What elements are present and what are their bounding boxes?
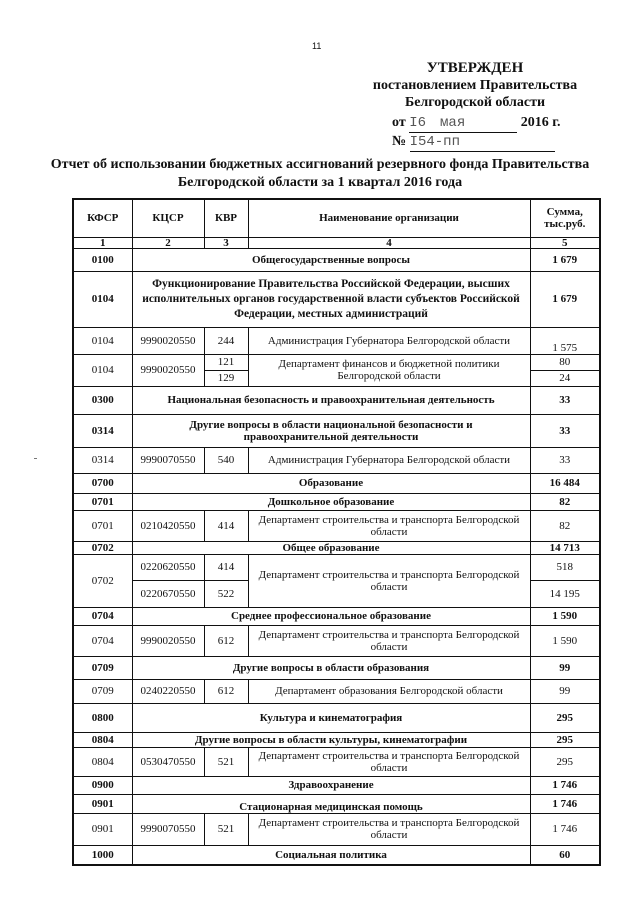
sum-cell: 60 (530, 845, 600, 865)
name-cell: Департамент строительства и транспорта Белгородской области (248, 554, 530, 607)
kcsr-cell: 9990020550 (132, 625, 204, 656)
section-row (73, 732, 600, 747)
col-number: 3 (204, 237, 248, 248)
name-cell: Департамент строительства и транспорта Белгородской области (248, 813, 530, 845)
col-number: 4 (248, 237, 530, 248)
kfsr-cell: 0709 (73, 656, 132, 679)
sum-cell: 82 (530, 493, 600, 510)
name-cell: Стационарная медицинская помощь (132, 794, 530, 813)
kcsr-cell: 9990070550 (132, 447, 204, 473)
name-cell: Администрация Губернатора Белгородской области (248, 327, 530, 354)
kfsr-cell: 0701 (73, 510, 132, 541)
name-cell: Департамент строительства и транспорта Белгородской области (248, 625, 530, 656)
sum-cell: 80 (530, 354, 600, 370)
table-row (73, 354, 600, 370)
kvr-cell: 540 (204, 447, 248, 473)
name-cell: Департамент строительства и транспорта Белгородской области (248, 510, 530, 541)
kfsr-cell: 0709 (73, 679, 132, 703)
sum-cell: 295 (530, 703, 600, 732)
name-cell: Культура и кинематография (132, 703, 530, 732)
kvr-cell: 521 (204, 747, 248, 776)
section-row (73, 473, 600, 493)
sum-cell: 1 575 (530, 327, 600, 354)
kvr-cell: 414 (204, 510, 248, 541)
table-row (73, 747, 600, 776)
approval-date-number (392, 114, 560, 152)
kfsr-cell: 0100 (73, 248, 132, 271)
kfsr-cell: 0104 (73, 327, 132, 354)
column-numbers-row (73, 237, 600, 248)
page-title (0, 156, 640, 192)
kfsr-cell: 0314 (73, 447, 132, 473)
sum-cell: 14 195 (530, 580, 600, 607)
sum-cell: 1 746 (530, 813, 600, 845)
title-line: Белгородской области за 1 квартал 2016 года (177, 175, 463, 190)
title-line: Отчет об использовании бюджетных ассигнований резервного фонда Правительства (50, 157, 590, 172)
kfsr-cell: 0104 (73, 271, 132, 327)
kcsr-cell: 9990070550 (132, 813, 204, 845)
kfsr-cell: 0704 (73, 625, 132, 656)
sum-cell: 518 (530, 554, 600, 580)
header-cell: КФСР (73, 199, 132, 237)
kfsr-cell: 0702 (73, 554, 132, 607)
header-cell: Сумма, тыс.руб. (530, 199, 600, 237)
date-year: 2016 г. (520, 115, 561, 130)
section-row (73, 414, 600, 447)
name-cell: Образование (132, 473, 530, 493)
sum-cell: 99 (530, 656, 600, 679)
section-row (73, 271, 600, 327)
name-cell: Общегосударственные вопросы (132, 248, 530, 271)
table-header (73, 199, 600, 237)
kcsr-cell: 0240220550 (132, 679, 204, 703)
sum-cell: 14 713 (530, 541, 600, 554)
date-month: мая (440, 115, 466, 131)
section-row (73, 541, 600, 554)
section-row (73, 656, 600, 679)
budget-table (72, 198, 601, 866)
name-cell: Другие вопросы в области национальной безопасности и правоохранительной деятельности (132, 414, 530, 447)
col-number: 1 (73, 237, 132, 248)
col-number: 5 (530, 237, 600, 248)
kfsr-cell: 0700 (73, 473, 132, 493)
sum-cell: 295 (530, 747, 600, 776)
name-cell: Национальная безопасность и правоохранительная деятельность (132, 386, 530, 414)
kfsr-cell: 0104 (73, 354, 132, 386)
kfsr-cell: 0800 (73, 703, 132, 732)
kfsr-cell: 0300 (73, 386, 132, 414)
table-row (73, 510, 600, 541)
name-cell: Среднее профессиональное образование (132, 607, 530, 625)
kvr-cell: 244 (204, 327, 248, 354)
kfsr-cell: 1000 (73, 845, 132, 865)
kcsr-cell: 0210420550 (132, 510, 204, 541)
page-number: 11 (312, 41, 322, 51)
sum-cell: 33 (530, 414, 600, 447)
kvr-cell: 121 (204, 354, 248, 370)
kvr-cell: 612 (204, 625, 248, 656)
section-row (73, 386, 600, 414)
kfsr-cell: 0704 (73, 607, 132, 625)
kfsr-cell: 0900 (73, 776, 132, 794)
section-row (73, 776, 600, 794)
kcsr-cell: 9990020550 (132, 354, 204, 386)
kfsr-cell: 0804 (73, 747, 132, 776)
table-row (73, 679, 600, 703)
section-row (73, 794, 600, 813)
sum-cell: 82 (530, 510, 600, 541)
sum-cell: 1 590 (530, 625, 600, 656)
kfsr-cell: 0701 (73, 493, 132, 510)
kcsr-cell: 0530470550 (132, 747, 204, 776)
kvr-cell: 522 (204, 580, 248, 607)
sum-cell: 33 (530, 447, 600, 473)
sum-cell: 1 746 (530, 794, 600, 813)
sum-cell: 1 746 (530, 776, 600, 794)
table-row (73, 554, 600, 580)
table-row (73, 813, 600, 845)
name-cell: Социальная политика (132, 845, 530, 865)
name-cell: Администрация Губернатора Белгородской области (248, 447, 530, 473)
kvr-cell: 521 (204, 813, 248, 845)
sum-cell: 99 (530, 679, 600, 703)
section-row (73, 493, 600, 510)
col-number: 2 (132, 237, 204, 248)
name-cell: Общее образование (132, 541, 530, 554)
sum-cell: 295 (530, 732, 600, 747)
approval-stamp (360, 60, 590, 111)
kfsr-cell: 0901 (73, 813, 132, 845)
header-cell: КЦСР (132, 199, 204, 237)
name-cell: Здравоохранение (132, 776, 530, 794)
name-cell: Департамент образования Белгородской области (248, 679, 530, 703)
header-cell: Наименование организации (248, 199, 530, 237)
sum-cell: 16 484 (530, 473, 600, 493)
kvr-cell: 129 (204, 370, 248, 386)
name-cell: Департамент финансов и бюджетной политики Белгородской области (248, 354, 530, 386)
section-row (73, 607, 600, 625)
kcsr-cell: 0220670550 (132, 580, 204, 607)
table-row (73, 447, 600, 473)
date-prefix: от (392, 115, 406, 130)
table-row (73, 625, 600, 656)
name-cell: Департамент строительства и транспорта Белгородской области (248, 747, 530, 776)
sum-cell: 1 679 (530, 248, 600, 271)
section-row (73, 845, 600, 865)
kvr-cell: 414 (204, 554, 248, 580)
approval-line: Белгородской области (404, 95, 546, 110)
kcsr-cell: 0220620550 (132, 554, 204, 580)
number-prefix: № (392, 134, 407, 149)
name-cell: Другие вопросы в области культуры, кинематографии (132, 732, 530, 747)
sum-cell: 33 (530, 386, 600, 414)
section-row (73, 703, 600, 732)
sum-cell: 1 679 (530, 271, 600, 327)
header-cell: КВР (204, 199, 248, 237)
kfsr-cell: 0804 (73, 732, 132, 747)
kfsr-cell: 0901 (73, 794, 132, 813)
table-row (73, 327, 600, 354)
section-row (73, 248, 600, 271)
scan-mark (34, 458, 37, 459)
kfsr-cell: 0314 (73, 414, 132, 447)
name-cell: Функционирование Правительства Российской Федерации, высших исполнительных органов государственной власти субъектов Российской Федерации, местных администраций (132, 271, 530, 327)
date-day: I6 (409, 115, 427, 131)
sum-cell: 24 (530, 370, 600, 386)
name-cell: Другие вопросы в области образования (132, 656, 530, 679)
document-number: I54-пп (409, 134, 460, 150)
approval-line: постановлением Правительства (372, 78, 578, 93)
approval-heading: УТВЕРЖДЕН (426, 60, 524, 76)
kcsr-cell: 9990020550 (132, 327, 204, 354)
kvr-cell: 612 (204, 679, 248, 703)
sum-cell: 1 590 (530, 607, 600, 625)
name-cell: Дошкольное образование (132, 493, 530, 510)
kfsr-cell: 0702 (73, 541, 132, 554)
